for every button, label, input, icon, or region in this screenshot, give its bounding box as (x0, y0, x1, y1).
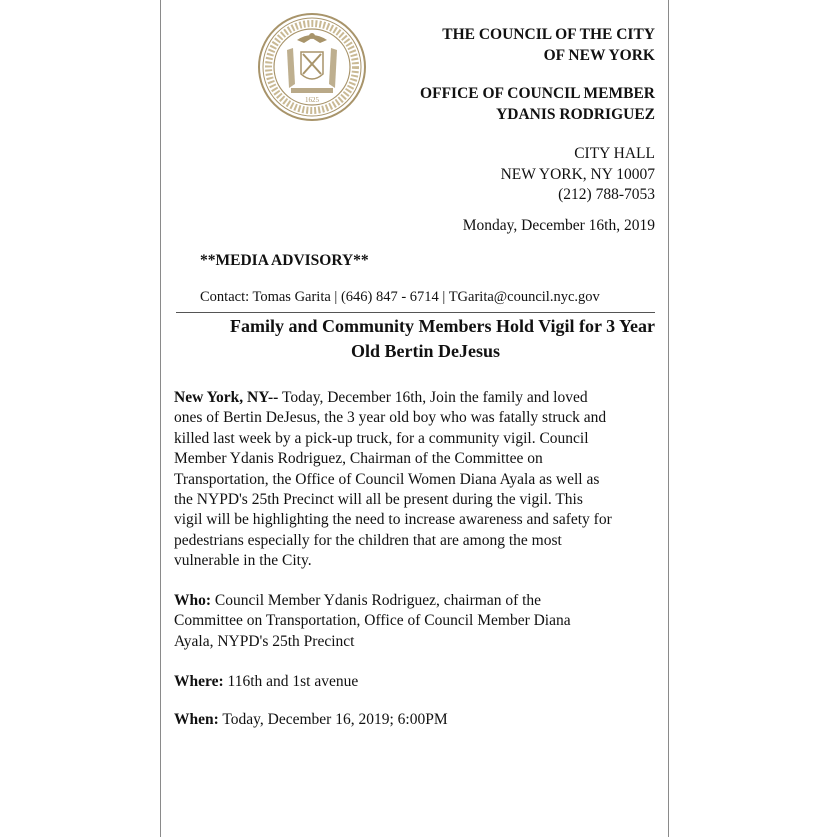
office-line-2: YDANIS RODRIGUEZ (496, 106, 655, 123)
who-paragraph (174, 591, 655, 652)
intro-line-6: the NYPD's 25th Precinct will all be present during the vigil. This (174, 491, 583, 509)
council-line-2: OF NEW YORK (543, 47, 655, 64)
seal-year: 1625 (305, 96, 319, 104)
release-date: Monday, December 16th, 2019 (462, 217, 655, 234)
address-block (501, 144, 655, 206)
address-line-1: CITY HALL (574, 145, 655, 162)
when-paragraph (174, 710, 655, 730)
council-line-1: THE COUNCIL OF THE CITY (442, 26, 655, 43)
media-advisory-label: **MEDIA ADVISORY** (200, 252, 369, 269)
divider (176, 312, 655, 313)
title-line-1: Family and Community Members Hold Vigil for 3 Year (230, 316, 655, 336)
title-line-2: Old Bertin DeJesus (350, 341, 500, 361)
who-label: Who: (174, 592, 212, 609)
intro-line-7: vigil will be highlighting the need to increase awareness and safety for (174, 511, 612, 529)
when-label: When: (174, 711, 219, 728)
intro-line-3: killed last week by a pick-up truck, for a community vigil. Council (174, 429, 589, 447)
document-page (160, 0, 669, 837)
who-line-3: Ayala, NYPD's 25th Precinct (174, 632, 355, 650)
intro-label: New York, NY-- (174, 389, 279, 406)
intro-line-1: Today, December 16th, Join the family and loved (278, 389, 588, 406)
address-line-2: NEW YORK, NY 10007 (500, 165, 655, 183)
intro-paragraph (174, 388, 655, 572)
office-line-1: OFFICE OF COUNCIL MEMBER (420, 85, 655, 102)
who-line-2: Committee on Transportation, Office of Council Member Diana (174, 612, 571, 630)
intro-line-8: pedestrians especially for the children that are among the most (174, 531, 562, 549)
intro-line-5: Transportation, the Office of Council Women Diana Ayala as well as (174, 470, 600, 488)
intro-line-9: vulnerable in the City. (174, 552, 312, 570)
intro-line-2: ones of Bertin DeJesus, the 3 year old boy who was fatally struck and (174, 409, 607, 427)
address-phone: (212) 788-7053 (558, 186, 655, 203)
intro-line-4: Member Ydanis Rodriguez, Chairman of the Committee on (174, 450, 543, 468)
where-paragraph (174, 672, 655, 692)
when-text: Today, December 16, 2019; 6:00PM (218, 711, 448, 728)
page-title (174, 314, 655, 364)
where-label: Where: (174, 673, 224, 690)
who-line-1: Council Member Ydanis Rodriguez, chairman of the (211, 592, 542, 609)
city-seal-icon (257, 12, 367, 122)
contact-line: Contact: Tomas Garita | (646) 847 - 6714 | TGarita@council.nyc.gov (200, 289, 600, 305)
office-heading (420, 83, 655, 125)
where-text: 116th and 1st avenue (223, 673, 359, 690)
council-heading (442, 24, 655, 66)
